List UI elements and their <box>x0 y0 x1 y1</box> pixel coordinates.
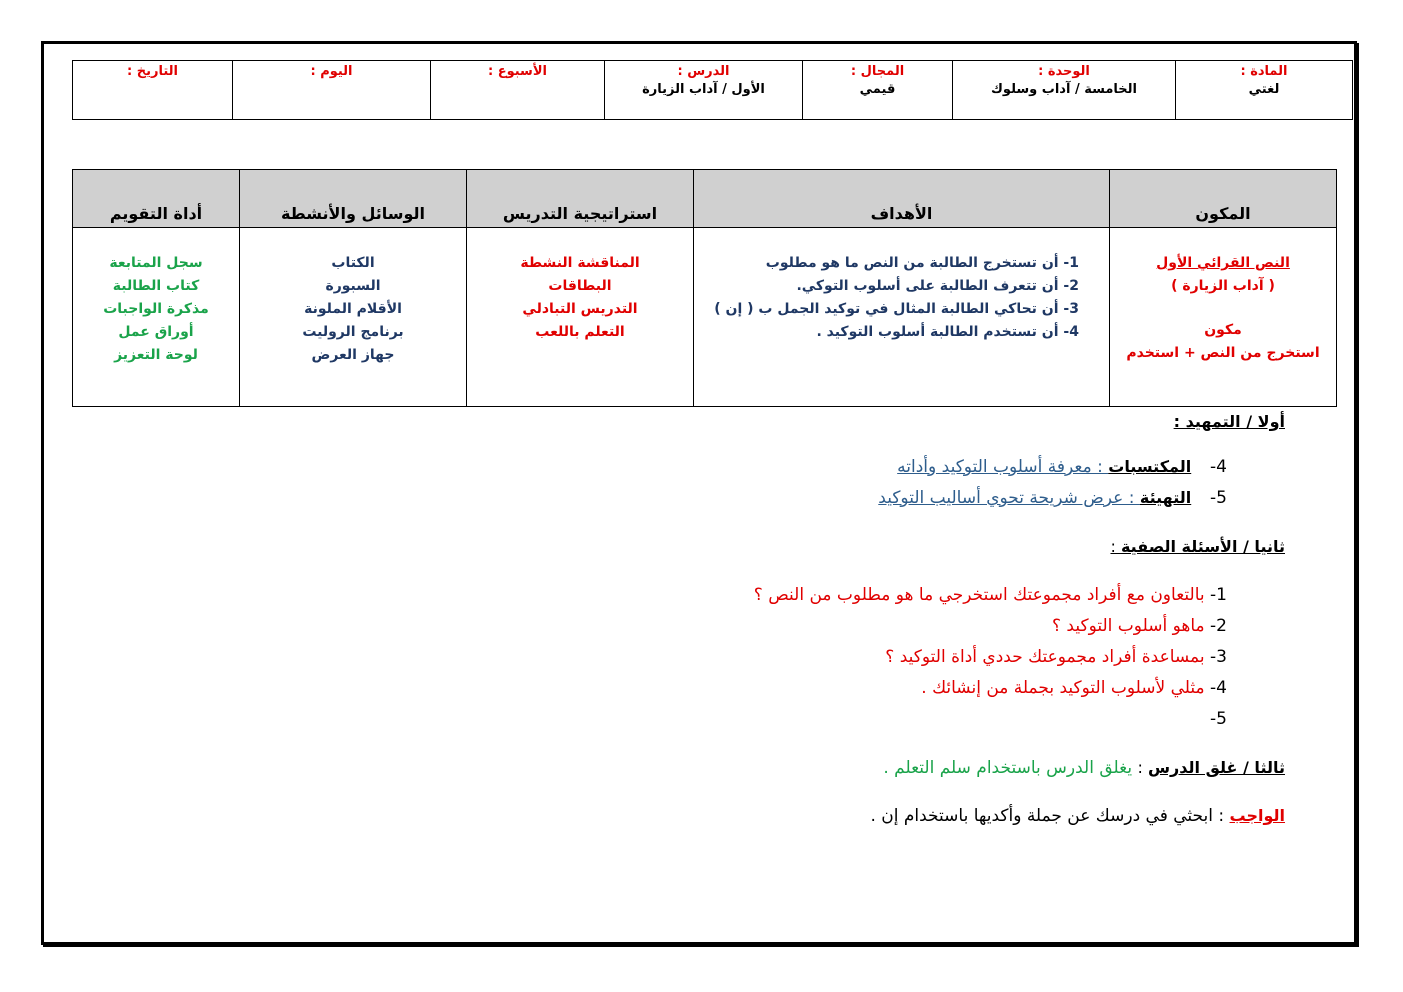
header-evaluation: أداة التقويم <box>73 170 240 228</box>
component-line-4: استخرج من النص + استخدم <box>1126 345 1320 361</box>
lesson-cell <box>605 61 803 120</box>
strategy-item: البطاقات <box>548 278 612 294</box>
intro-title: أولا / التمهيد : <box>1173 412 1285 431</box>
closing-title: ثالثا / غلق الدرس <box>1147 758 1285 777</box>
question-item <box>921 678 1227 698</box>
day-label: اليوم : <box>310 64 353 79</box>
tool-item: برنامج الروليت <box>302 324 404 340</box>
homework-text: : ابحثي في درسك عن جملة وأكديها باستخدام إن . <box>870 806 1230 826</box>
question-text: بمساعدة أفراد مجموعتك حددي أداة التوكيد ؟ <box>885 647 1205 667</box>
question-item <box>885 647 1227 667</box>
unit-value: الخامسة / آداب وسلوك <box>991 82 1137 97</box>
day-cell <box>233 61 431 120</box>
question-num: 1- <box>1210 585 1227 605</box>
unit-cell <box>953 61 1176 120</box>
goals-cell <box>694 228 1110 407</box>
date-cell <box>73 61 233 120</box>
strategy-cell <box>467 228 694 407</box>
lesson-value: الأول / آداب الزيارة <box>642 82 765 97</box>
tool-item: الأقلام الملونة <box>304 301 402 317</box>
header-goals: الأهداف <box>694 170 1110 228</box>
question-num: 4- <box>1210 678 1227 698</box>
question-text: ماهو أسلوب التوكيد ؟ <box>1052 616 1205 636</box>
intro-item-1-text: : معرفة أسلوب التوكيد وأداته <box>897 457 1109 477</box>
goal-item: 4- أن تستخدم الطالبة أسلوب التوكيد . <box>816 324 1079 340</box>
evaluation-item: أوراق عمل <box>118 324 194 340</box>
questions-title <box>1110 537 1285 556</box>
tool-item: الكتاب <box>331 255 375 271</box>
intro-item-1-num: 4- <box>1210 457 1227 477</box>
tools-cell <box>240 228 467 407</box>
week-label: الأسبوع : <box>488 64 547 79</box>
intro-item-2 <box>878 488 1227 508</box>
lesson-label: الدرس : <box>677 64 730 79</box>
evaluation-item: مذكرة الواجبات <box>103 301 209 317</box>
lesson-plan-table <box>72 169 1337 407</box>
homework-title: الواجب <box>1229 806 1285 825</box>
goal-item: 1- أن تستخرج الطالبة من النص ما هو مطلوب <box>765 255 1079 271</box>
field-value: قيمي <box>859 82 896 97</box>
lesson-info-table <box>72 60 1353 120</box>
tool-item: السبورة <box>325 278 381 294</box>
component-cell <box>1110 228 1337 407</box>
question-item <box>1052 616 1227 636</box>
tool-item: جهاز العرض <box>311 347 395 363</box>
header-strategy: استراتيجية التدريس <box>467 170 694 228</box>
field-cell <box>803 61 953 120</box>
component-line-2: ( آداب الزيارة ) <box>1171 278 1275 294</box>
question-num: 5- <box>1210 709 1227 729</box>
component-line-1: النص القرائي الأول <box>1156 255 1290 271</box>
intro-item-1-label: المكتسبات <box>1108 457 1192 476</box>
questions-title-colon: : <box>1110 537 1121 556</box>
week-cell <box>431 61 605 120</box>
evaluation-item: لوحة التعزيز <box>114 347 198 363</box>
unit-label: الوحدة : <box>1038 64 1090 79</box>
goal-item: 3- أن تحاكي الطالبة المثال في توكيد الجمل ب ( إن ) <box>714 301 1079 317</box>
goal-item: 2- أن تتعرف الطالبة على أسلوب التوكي. <box>796 278 1079 294</box>
header-component: المكون <box>1110 170 1337 228</box>
subject-value: لغتي <box>1248 82 1280 97</box>
evaluation-cell <box>73 228 240 407</box>
intro-item-2-num: 5- <box>1210 488 1227 508</box>
closing-colon: : <box>1137 758 1148 777</box>
strategy-item: التدريس التبادلي <box>522 301 638 317</box>
question-num: 2- <box>1210 616 1227 636</box>
intro-item-2-text: : عرض شريحة تحوي أساليب التوكيد <box>878 488 1140 508</box>
homework-line <box>870 806 1285 826</box>
subject-cell <box>1176 61 1353 120</box>
intro-item-1 <box>897 457 1227 477</box>
question-text: بالتعاون مع أفراد مجموعتك استخرجي ما هو مطلوب من النص ؟ <box>753 585 1205 605</box>
question-num: 3- <box>1210 647 1227 667</box>
question-item <box>754 585 1227 605</box>
closing-line <box>883 758 1285 778</box>
question-text: مثلي لأسلوب التوكيد بجملة من إنشائك . <box>921 678 1205 698</box>
component-line-3: مكون <box>1204 322 1242 338</box>
strategy-item: التعلم باللعب <box>535 324 625 340</box>
subject-label: المادة : <box>1240 64 1288 79</box>
date-label: التاريخ : <box>127 64 178 79</box>
field-label: المجال : <box>850 64 905 79</box>
evaluation-item: كتاب الطالبة <box>112 278 200 294</box>
intro-item-2-label: التهيئة <box>1139 488 1192 507</box>
evaluation-item: سجل المتابعة <box>109 255 203 271</box>
closing-text: يغلق الدرس باستخدام سلم التعلم . <box>883 758 1138 778</box>
header-tools: الوسائل والأنشطة <box>240 170 467 228</box>
strategy-item: المناقشة النشطة <box>520 255 640 271</box>
question-item <box>1210 709 1227 729</box>
questions-title-text: ثانيا / الأسئلة الصفية <box>1120 537 1285 556</box>
